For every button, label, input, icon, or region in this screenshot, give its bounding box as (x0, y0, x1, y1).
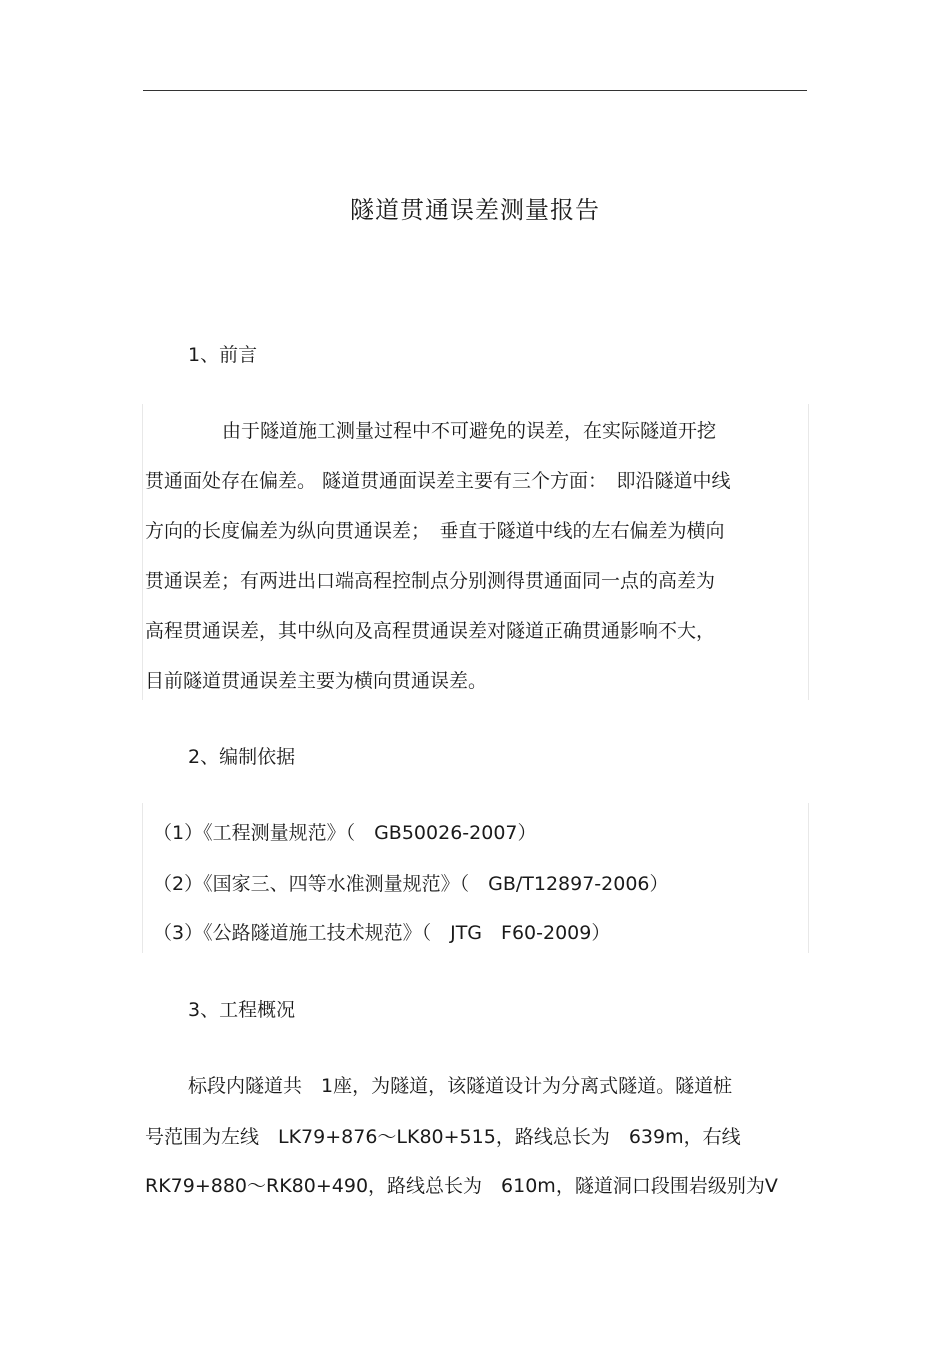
header-rule (143, 90, 807, 91)
section-heading-basis: 2、编制依据 (188, 746, 296, 768)
overview-line: 标段内隧道共 1座，为隧道，该隧道设计为分离式隧道。隧道桩 (188, 1075, 733, 1097)
overview-line: 号范围为左线 LK79+876～LK80+515，路线总长为 639m，右线 (145, 1126, 741, 1148)
reference-item: （3）《公路隧道施工技术规范》（ JTG F60-2009） (153, 922, 611, 944)
section-heading-overview: 3、工程概况 (188, 999, 296, 1021)
overview-line: RK79+880～RK80+490，路线总长为 610m，隧道洞口段围岩级别为Ⅴ (145, 1175, 778, 1197)
reference-item: （2）《国家三、四等水准测量规范》（ GB/T12897-2006） (153, 873, 669, 895)
preface-line: 贯通面处存在偏差。 隧道贯通面误差主要有三个方面： 即沿隧道中线 (145, 470, 731, 492)
preface-line: 贯通误差；有两进出口端高程控制点分别测得贯通面同一点的高差为 (145, 570, 716, 592)
preface-line: 高程贯通误差，其中纵向及高程贯通误差对隧道正确贯通影响不大， (145, 620, 716, 642)
section-heading-preface: 1、前言 (188, 344, 258, 366)
document-title: 隧道贯通误差测量报告 (350, 196, 600, 224)
preface-line: 目前隧道贯通误差主要为横向贯通误差。 (145, 670, 488, 692)
reference-item: （1）《工程测量规范》（ GB50026-2007） (153, 822, 537, 844)
preface-box (142, 404, 809, 700)
preface-line: 由于隧道施工测量过程中不可避免的误差，在实际隧道开挖 (222, 420, 717, 442)
preface-line: 方向的长度偏差为纵向贯通误差； 垂直于隧道中线的左右偏差为横向 (145, 520, 725, 542)
